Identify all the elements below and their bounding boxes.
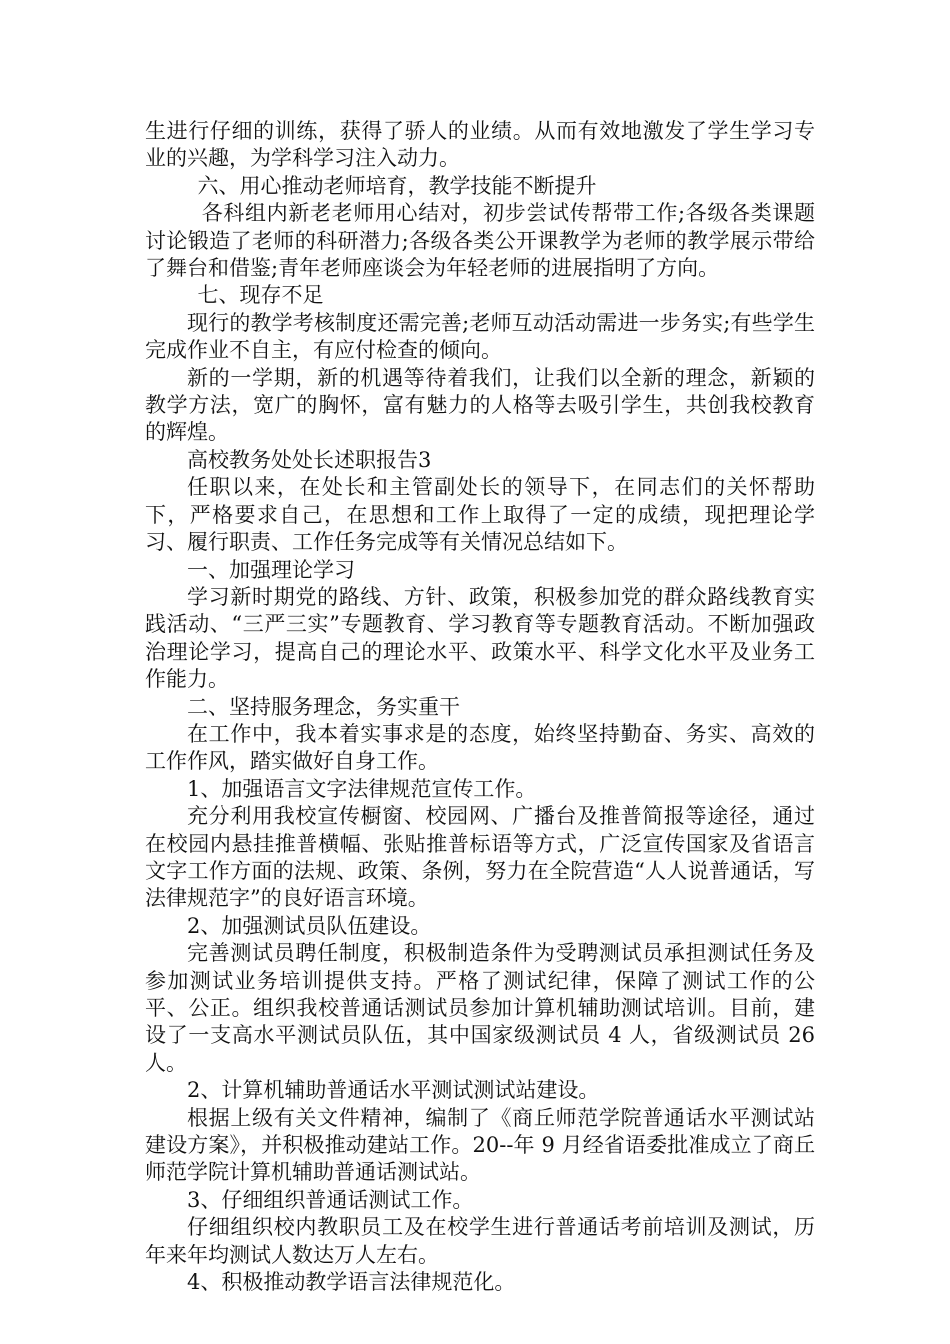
paragraph-tester-team: 完善测试员聘任制度，积极制造条件为受聘测试员承担测试任务及参加测试业务培训提供支持。严格了测试纪律，保障了测试工作的公平、公正。组织我校普通话测试员参加计算机辅助测试培训。目前，建设了一支高水平测试员队伍，其中国家级测试员 4 人，省级测试员 26 人。 bbox=[145, 941, 815, 1075]
paragraph-new-semester: 新的一学期，新的机遇等待着我们，让我们以全新的理念，新颖的教学方法，宽广的胸怀，富有魅力的人格等去吸引学生，共创我校教育的辉煌。 bbox=[145, 365, 815, 445]
paragraph-publicity: 充分利用我校宣传橱窗、校园网、广播台及推普简报等途径，通过在校园内悬挂推普横幅、张贴推普标语等方式，广泛宣传国家及省语言文字工作方面的法规、政策、条例，努力在全院营造“人人说普通话，写法律规范字”的良好语言环境。 bbox=[145, 804, 815, 911]
paragraph-test-station: 根据上级有关文件精神，编制了《商丘师范学院普通话水平测试站建设方案》，并积极推动建站工作。20--年 9 月经省语委批准成立了商丘师范学院计算机辅助普通话测试站。 bbox=[145, 1105, 815, 1185]
paragraph-teacher-training: 各科组内新老老师用心结对，初步尝试传帮带工作;各级各类课题讨论锻造了老师的科研潜力;各级各类公开课教学为老师的教学展示带给了舞台和借鉴;青年老师座谈会为年轻老师的进展指明了方向。 bbox=[145, 201, 815, 281]
paragraph-continuation: 生进行仔细的训练，获得了骄人的业绩。从而有效地激发了学生学习专业的兴趣，为学科学习注入动力。 bbox=[145, 119, 815, 171]
subheading-4: 4、积极推动教学语言法律规范化。 bbox=[187, 1270, 516, 1295]
section-heading-two: 二、坚持服务理念，务实重干 bbox=[187, 694, 460, 719]
section-heading-one: 一、加强理论学习 bbox=[187, 557, 355, 582]
section-heading-seven: 七、现存不足 bbox=[197, 283, 324, 308]
paragraph-theory-study: 学习新时期党的路线、方针、政策，积极参加党的群众路线教育实践活动、“三严三实”专题教育、学习教育等专题教育活动。不断加强政治理论学习，提高自己的理论水平、政策水平、科学文化水平及业务工作能力。 bbox=[145, 584, 815, 692]
subheading-2b: 2、计算机辅助普通话水平测试测试站建设。 bbox=[187, 1078, 600, 1103]
paragraph-work-attitude: 在工作中，我本着实事求是的态度，始终坚持勤奋、务实、高效的工作作风，踏实做好自身工作。 bbox=[145, 721, 815, 774]
subheading-2: 2、加强测试员队伍建设。 bbox=[187, 913, 432, 938]
paragraph-shortcomings: 现行的教学考核制度还需完善;老师互动活动需进一步务实;有些学生完成作业不自主，有应付检查的倾向。 bbox=[145, 310, 815, 363]
document-body bbox=[145, 118, 815, 1296]
paragraph-testing-work: 仔细组织校内教职员工及在校学生进行普通话考前培训及测试，历年来年均测试人数达万人左右。 bbox=[145, 1215, 815, 1267]
subheading-3: 3、仔细组织普通话测试工作。 bbox=[187, 1187, 474, 1212]
report-title: 高校教务处处长述职报告3 bbox=[187, 447, 432, 472]
paragraph-intro: 任职以来，在处长和主管副处长的领导下，在同志们的关怀帮助下，严格要求自己，在思想和工作上取得了一定的成绩，现把理论学习、履行职责、工作任务完成等有关情况总结如下。 bbox=[145, 475, 815, 555]
section-heading-six: 六、用心推动老师培育，教学技能不断提升 bbox=[197, 173, 597, 198]
subheading-1: 1、加强语言文字法律规范宣传工作。 bbox=[187, 776, 537, 801]
